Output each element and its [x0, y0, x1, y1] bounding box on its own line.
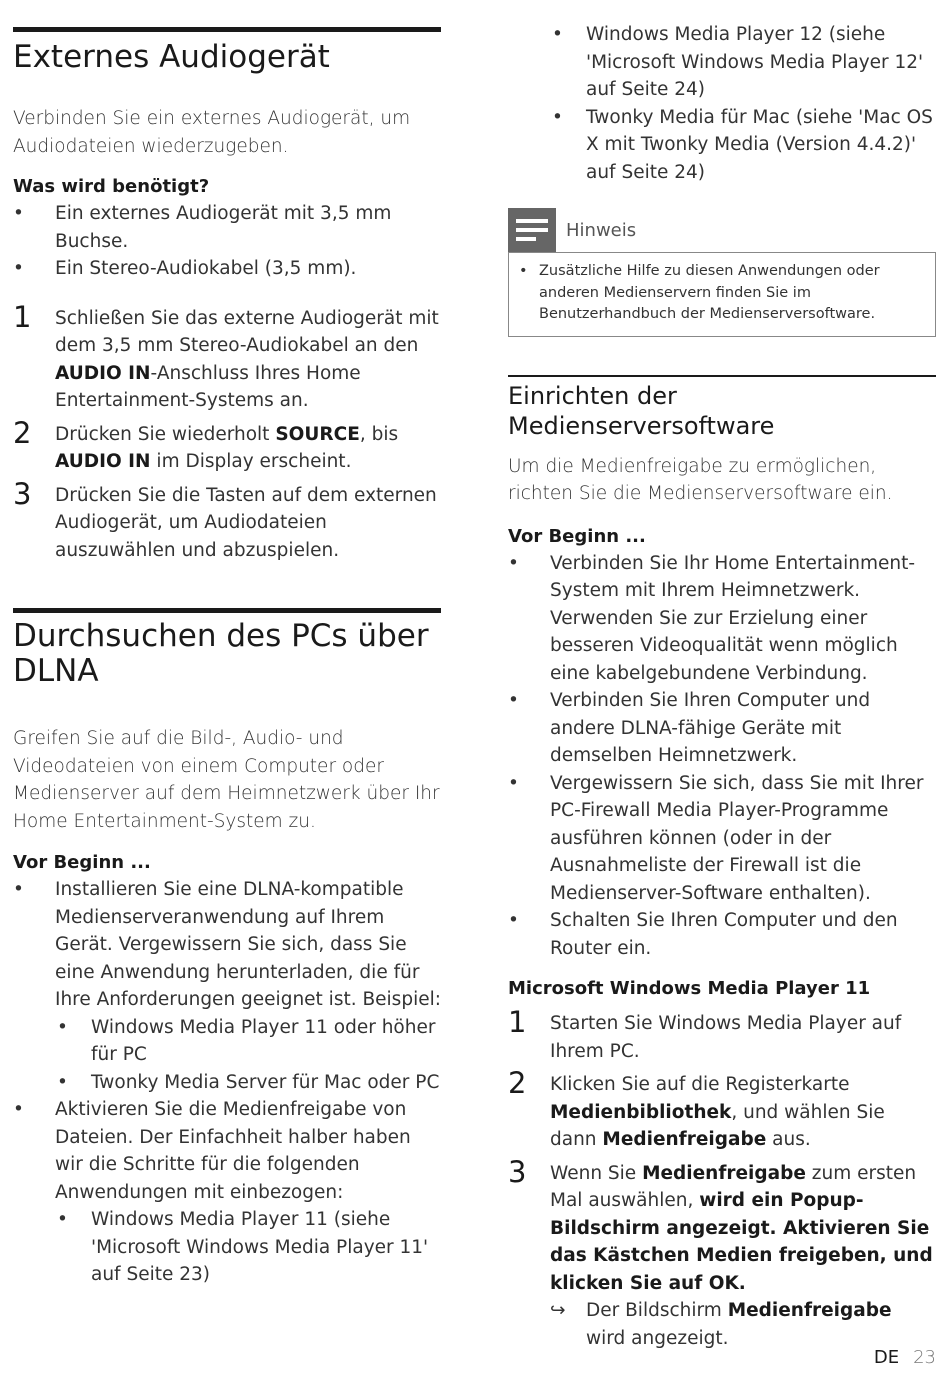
step-result — [508, 1297, 936, 1352]
result-arrow-icon: ↪ — [550, 1300, 566, 1321]
before-label: Vor Beginn ... — [13, 852, 151, 873]
step-text: Drücken Sie wiederholt — [55, 423, 276, 445]
list-item: • Verbinden Sie Ihren Computer und andere DLNA-fähige Geräte mit demselben Heimnetzwerk. — [508, 687, 936, 770]
list-item: • Ein externes Audiogerät mit 3,5 mm Buchse. — [13, 200, 441, 255]
step-text: Klicken Sie auf die Registerkarte — [550, 1074, 850, 1095]
right-column — [508, 0, 936, 1352]
step-3 — [508, 1154, 936, 1298]
page-footer — [874, 1347, 936, 1368]
continued-sub-list — [508, 21, 936, 186]
step-text: im Display erscheint. — [150, 451, 352, 472]
step-text: , bis — [359, 423, 399, 445]
step-keyword: Medienfreigabe — [642, 1162, 806, 1184]
step-2 — [13, 415, 441, 476]
sub-list-item: • Windows Media Player 12 (siehe 'Microsoft Windows Media Player 12' auf Seite 24) — [508, 21, 936, 104]
step-number: 1 — [13, 299, 32, 334]
step-text: , und wählen Sie dann — [550, 1101, 885, 1150]
list-item: • Ein Stereo-Audiokabel (3,5 mm). — [13, 255, 441, 283]
step-text: aus. — [766, 1129, 811, 1150]
wmp-label: Microsoft Windows Media Player 11 — [508, 978, 871, 999]
note-text: • Zusätzliche Hilfe zu diesen Anwendungen oder anderen Medienservern finden Sie im Benutzerhandbuch der Medienserversoftware. — [517, 261, 927, 326]
left-column — [13, 0, 441, 1289]
note-icon — [508, 208, 556, 252]
dlna-intro: Greifen Sie auf die Bild-, Audio- und Videodateien von einem Computer oder Medienserver auf dem Heimnetzwerk über Ihr Home Entertainment-System zu. — [13, 728, 440, 832]
before-list — [508, 550, 936, 963]
page-number: 23 — [913, 1347, 936, 1368]
step-text: Drücken Sie die Tasten auf dem externen Audiogerät, um Audiodateien auszuwählen und abzuspielen. — [55, 484, 437, 561]
needs-label: Was wird benötigt? — [13, 176, 210, 197]
list-item: • Aktivieren Sie die Medienfreigabe von Dateien. Der Einfachheit halber haben wir die Schritte für die folgenden Anwendungen mit einbezogen: — [13, 1096, 441, 1206]
step-keyword: AUDIO IN — [55, 451, 151, 472]
step-text: -Anschluss Ihres Home Entertainment-Systems an. — [55, 362, 361, 411]
step-number: 2 — [508, 1066, 527, 1100]
step-text: Starten Sie Windows Media Player auf Ihrem PC. — [550, 1013, 902, 1062]
step-keyword: Medienfreigabe — [602, 1129, 767, 1150]
step-number: 1 — [508, 1005, 527, 1039]
title-line: Durchsuchen des PCs über — [13, 618, 429, 654]
step-text: wird angezeigt. — [586, 1327, 729, 1349]
dlna-list — [13, 876, 441, 1289]
step-text: Der Bildschirm — [586, 1300, 728, 1321]
step-3 — [13, 476, 441, 565]
step-keyword: AUDIO IN — [55, 362, 151, 384]
section-rule — [508, 375, 936, 377]
before-label: Vor Beginn ... — [508, 525, 646, 547]
list-item: • Schalten Sie Ihren Computer und den Router ein. — [508, 907, 936, 962]
step-keyword: SOURCE — [275, 423, 360, 445]
sub-list-item: • Twonky Media Server für Mac oder PC — [13, 1069, 441, 1097]
step-text: zum ersten Mal auswählen, — [550, 1162, 917, 1211]
note-box — [508, 252, 936, 337]
step-2 — [508, 1066, 936, 1154]
step-text: Schließen Sie das externe Audiogerät mit dem 3,5 mm Stereo-Audiokabel an den — [55, 307, 439, 356]
language-code: DE — [873, 1347, 900, 1368]
list-item: • Verbinden Sie Ihr Home Entertainment-System mit Ihrem Heimnetzwerk. Verwenden Sie zur Erzielung einer besseren Videoqualität wenn möglich eine kabelgebundene Verbindung. — [508, 550, 936, 688]
external-audio-intro: Verbinden Sie ein externes Audiogerät, um Audiodateien wiederzugeben. — [13, 108, 411, 157]
step-1 — [508, 1005, 936, 1065]
step-number: 3 — [508, 1154, 527, 1189]
section-rule — [13, 27, 441, 32]
section-title-dlna — [13, 619, 441, 689]
step-number: 2 — [13, 415, 32, 450]
section-rule — [13, 608, 441, 613]
step-number: 3 — [13, 476, 32, 511]
section-title-media-server: Einrichten der Medienserversoftware — [508, 381, 775, 440]
needs-list — [13, 200, 441, 283]
sub-list-item: • Windows Media Player 11 oder höher für PC — [13, 1014, 441, 1069]
list-item: • Vergewissern Sie sich, dass Sie mit Ihrer PC-Firewall Media Player-Programme ausführen können (oder in der Ausnahmeliste der Firewall ist die Medienserver-Software enthalten). — [508, 770, 936, 908]
sub-list-item: • Windows Media Player 11 (siehe 'Microsoft Windows Media Player 11' auf Seite 23) — [13, 1206, 441, 1289]
step-keyword: wird ein Popup-Bildschirm angezeigt. Aktivieren Sie das Kästchen Medien freigeben, und klicken Sie auf OK. — [550, 1190, 933, 1294]
sub-list-item: • Twonky Media für Mac (siehe 'Mac OS X mit Twonky Media (Version 4.4.2)' auf Seite 24) — [508, 104, 936, 187]
step-1 — [13, 299, 441, 415]
title-line: DLNA — [13, 653, 99, 689]
note-label: Hinweis — [566, 219, 637, 241]
step-keyword: Medienfreigabe — [727, 1300, 892, 1321]
list-item: • Installieren Sie eine DLNA-kompatible Medienserveranwendung auf Ihrem Gerät. Vergewissern Sie sich, dass Sie eine Anwendung herunterladen, die für Ihre Anforderungen geeignet ist. Beispiel: — [13, 876, 441, 1014]
section-title-external-audio: Externes Audiogerät — [13, 39, 330, 75]
media-server-intro: Um die Medienfreigabe zu ermöglichen, richten Sie die Medienserversoftware ein. — [508, 455, 893, 504]
note-block — [508, 208, 936, 337]
note-header — [508, 208, 936, 252]
step-text: Wenn Sie — [550, 1162, 643, 1184]
step-keyword: Medienbibliothek — [550, 1101, 732, 1123]
